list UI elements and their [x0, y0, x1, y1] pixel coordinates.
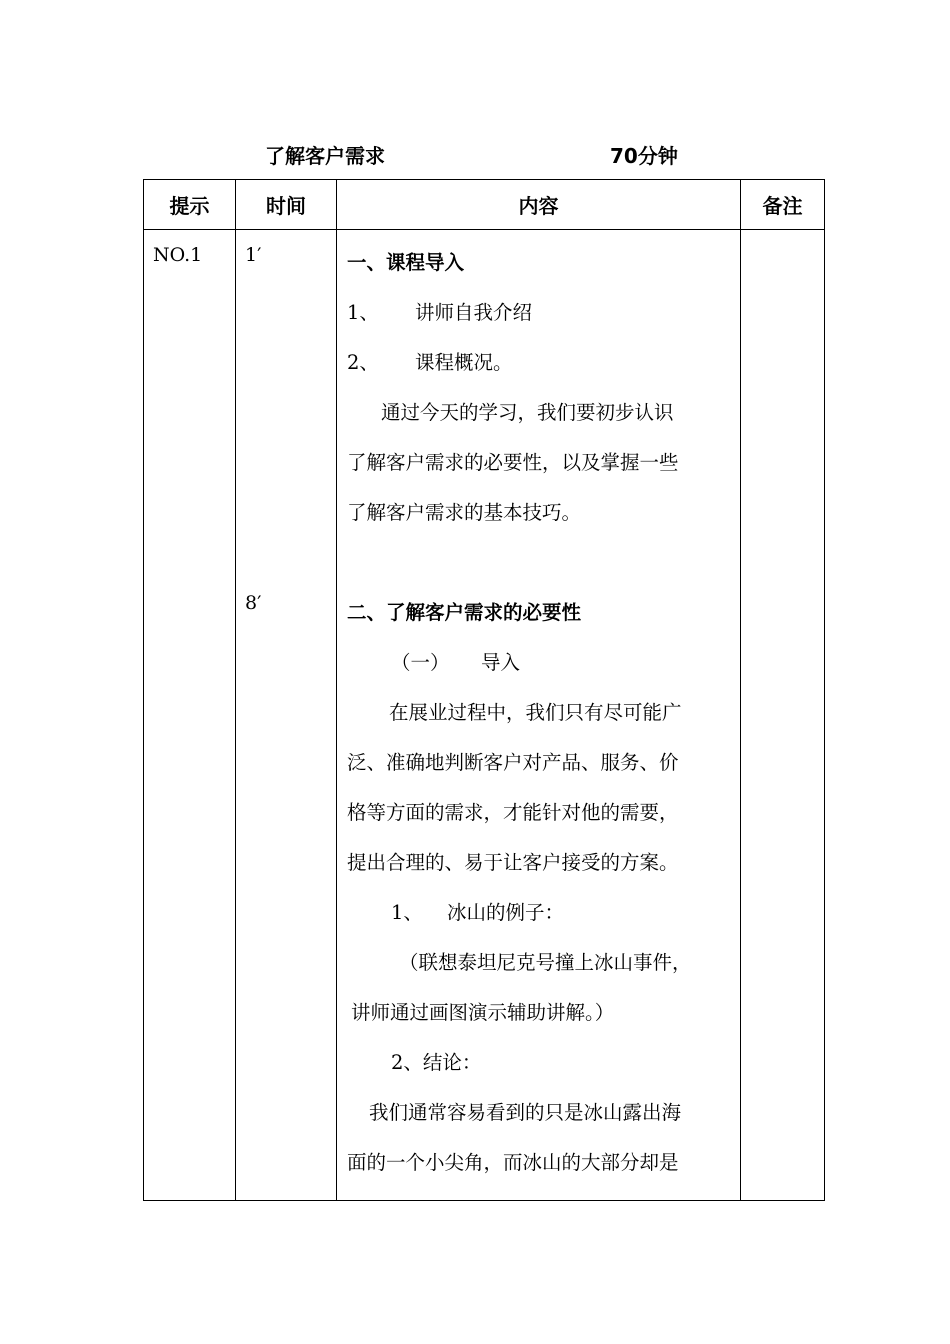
time-mark-2: 8′ — [245, 592, 262, 614]
list-item: 2、结论： — [391, 1051, 482, 1074]
paragraph-line: 讲师通过画图演示辅助讲解。） — [351, 1001, 615, 1024]
cue-cell — [144, 230, 236, 1201]
table-header-row — [144, 180, 825, 230]
section-heading: 一、课程导入 — [347, 251, 465, 274]
remarks-cell — [741, 230, 825, 1201]
paragraph-line: 格等方面的需求，才能针对他的需要， — [347, 801, 679, 824]
lesson-title: 了解客户需求 — [265, 144, 385, 168]
content-text — [337, 230, 740, 1188]
cue-label: NO.1 — [153, 244, 203, 266]
column-header-cue: 提示 — [144, 180, 236, 230]
paragraph-line: 了解客户需求的基本技巧。 — [347, 501, 582, 524]
column-header-remarks: 备注 — [741, 180, 825, 230]
paragraph-line: 泛、准确地判断客户对产品、服务、价 — [347, 751, 679, 774]
subsection-heading: （一） 导入 — [391, 651, 521, 674]
time-mark-1: 1′ — [245, 244, 262, 266]
paragraph-line: 我们通常容易看到的只是冰山露出海 — [369, 1101, 682, 1124]
blank-line — [347, 538, 732, 588]
paragraph-line: 在展业过程中，我们只有尽可能广 — [389, 701, 682, 724]
table-row — [144, 230, 825, 1201]
paragraph-line: 通过今天的学习，我们要初步认识 — [381, 401, 674, 424]
paragraph-line: （联想泰坦尼克号撞上冰山事件， — [399, 951, 692, 974]
lesson-plan-table — [143, 179, 825, 1201]
paragraph-line: 提出合理的、易于让客户接受的方案。 — [347, 851, 679, 874]
paragraph-line: 了解客户需求的必要性，以及掌握一些 — [347, 451, 679, 474]
time-cell — [236, 230, 337, 1201]
content-cell — [337, 230, 741, 1201]
column-header-content: 内容 — [337, 180, 741, 230]
document-title-line — [0, 140, 950, 172]
paragraph-line: 面的一个小尖角，而冰山的大部分却是 — [347, 1151, 679, 1174]
list-item: 1、 讲师自我介绍 — [347, 301, 533, 324]
lesson-duration: 70分钟 — [610, 144, 678, 168]
column-header-time: 时间 — [236, 180, 337, 230]
section-heading: 二、了解客户需求的必要性 — [347, 601, 582, 624]
list-item: 1、 冰山的例子： — [391, 901, 565, 924]
list-item: 2、 课程概况。 — [347, 351, 513, 374]
